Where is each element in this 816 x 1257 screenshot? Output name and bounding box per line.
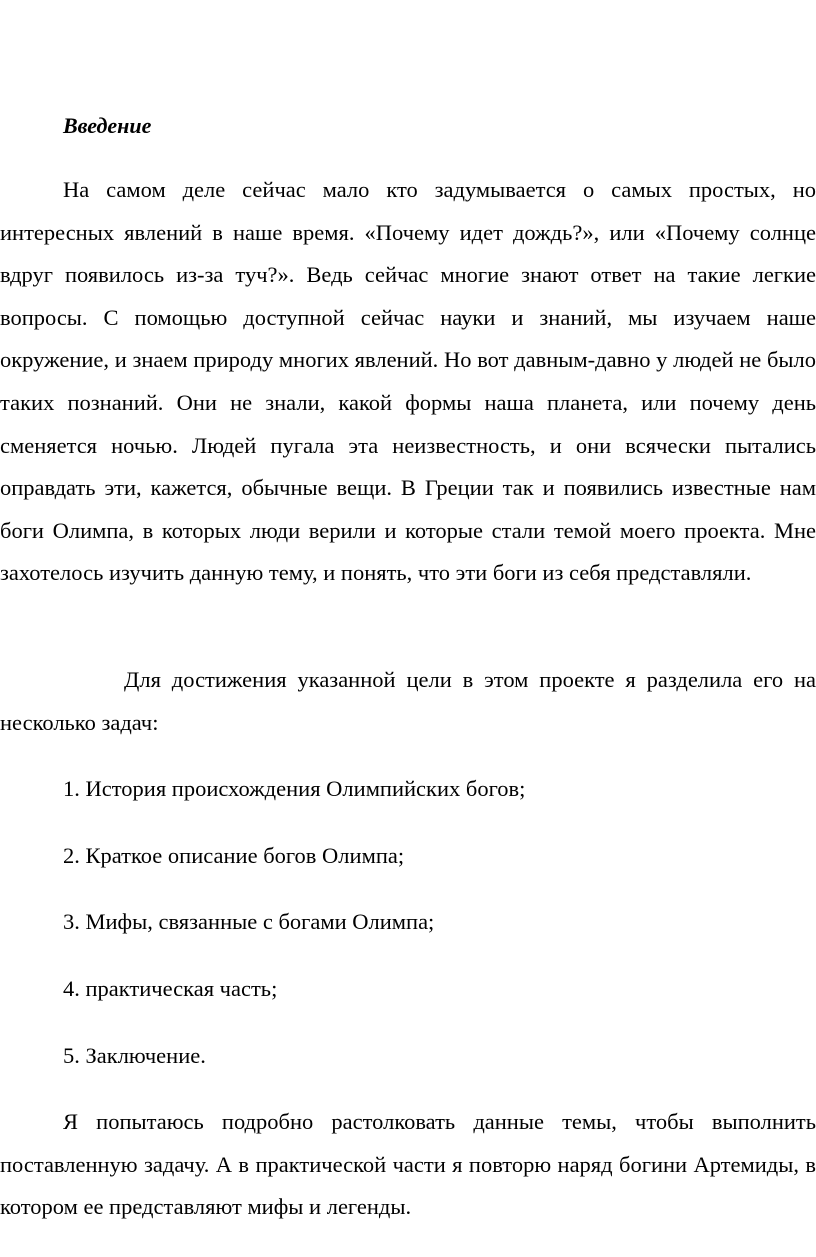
list-item: 5. Заключение. bbox=[63, 1042, 206, 1068]
list-item: 3. Мифы, связанные с богами Олимпа; bbox=[63, 909, 435, 935]
list-item: 2. Краткое описание богов Олимпа; bbox=[63, 842, 405, 868]
intro-paragraph: На самом деле сейчас мало кто задумывается о самых простых, но интересных явлений в наше время. «Почему идет дождь?», или «Почему солнце вдруг появилось из-за туч?». Ведь сейчас многие знают ответ на такие легкие вопросы. С помощью доступной сейчас науки и знаний, мы изучаем наше окружение, и знаем природу многих явлений. Но вот давным-давно у людей не было таких познаний. Они не знали, какой формы наша планета, или почему день сменяется ночью. Людей пугала эта неизвестность, и они всячески пытались оправдать эти, кажется, обычные вещи. В Греции так и появились известные нам боги Олимпа, в которых люди верили и которые стали темой моего проекта. Мне захотелось изучить данную тему, и понять, что эти боги из себя представляли. bbox=[0, 177, 816, 586]
list-item: 4. практическая часть; bbox=[63, 976, 278, 1002]
tasks-intro-paragraph: Для достижения указанной цели в этом проекте я разделила его на несколько задач: bbox=[0, 667, 816, 735]
section-heading: Введение bbox=[63, 113, 152, 138]
list-item: 1. История происхождения Олимпийских богов; bbox=[63, 776, 526, 801]
conclusion-paragraph: Я попытаюсь подробно растолковать данные темы, чтобы выполнить поставленную задачу. А в практической части я повторю наряд богини Артемиды, в котором ее представляют мифы и легенды. bbox=[0, 1109, 816, 1220]
task-list bbox=[63, 768, 525, 1101]
